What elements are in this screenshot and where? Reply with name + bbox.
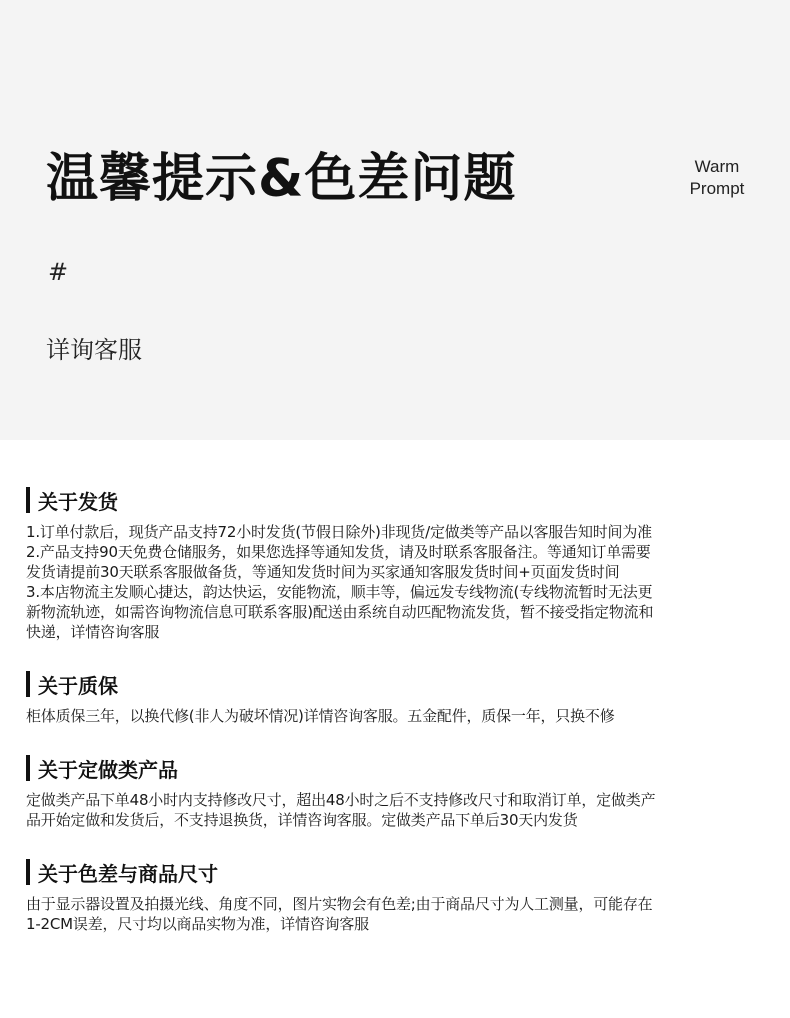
text-line: 1.订单付款后，现货产品支持72小时发货(节假日除外)非现货/定做类等产品以客服告知时间为准 [26,523,652,541]
contact-service-text: 详询客服 [46,336,142,364]
hero-title: 温馨提示&色差问题 [46,149,517,209]
text-line: 3.本店物流主发顺心捷达，韵达快运，安能物流，顺丰等，偏远发专线物流(专线物流暂时无法更 [26,583,653,601]
section-color-size [26,856,766,934]
section-accent-bar [26,755,30,781]
section-title: 关于质保 [38,673,118,698]
text-line: 柜体质保三年，以换代修(非人为破坏情况)详情咨询客服。五金配件，质保一年，只换不修 [26,707,615,725]
hero-banner [0,0,790,440]
section-accent-bar [26,671,30,697]
text-line: 新物流轨迹，如需咨询物流信息可联系客服)配送由系统自动匹配物流发货，暂不接受指定物流和 [26,603,654,621]
notice-content [0,440,790,934]
text-line: 发货请提前30天联系客服做备货，等通知发货时间为买家通知客服发货时间+页面发货时间 [26,563,620,581]
text-line: 由于显示器设置及拍摄光线、角度不同，图片实物会有色差;由于商品尺寸为人工测量，可能存在 [26,895,653,913]
section-header [26,752,766,784]
section-header [26,668,766,700]
section-warranty [26,668,766,726]
hero-english-line-1: Warm [694,157,740,176]
section-title: 关于发货 [38,489,118,514]
section-title: 关于色差与商品尺寸 [38,861,218,886]
section-custom-products [26,752,766,830]
text-line: 1-2CM误差，尺寸均以商品实物为准，详情咨询客服 [26,915,369,933]
section-accent-bar [26,859,30,885]
hash-mark: # [48,258,69,286]
text-line: 2.产品支持90天免费仓储服务，如果您选择等通知发货，请及时联系客服备注。等通知订单需要 [26,543,651,561]
hero-english-line-2: Prompt [689,179,745,198]
section-header [26,856,766,888]
section-header [26,484,766,516]
hero-english-label [672,156,762,200]
section-title: 关于定做类产品 [38,757,178,782]
section-shipping [26,484,766,642]
text-line: 品开始定做和发货后，不支持退换货，详情咨询客服。定做类产品下单后30天内发货 [26,811,578,829]
text-line: 定做类产品下单48小时内支持修改尺寸，超出48小时之后不支持修改尺寸和取消订单，定做类产 [26,791,656,809]
text-line: 快递，详情咨询客服 [26,623,160,641]
section-accent-bar [26,487,30,513]
